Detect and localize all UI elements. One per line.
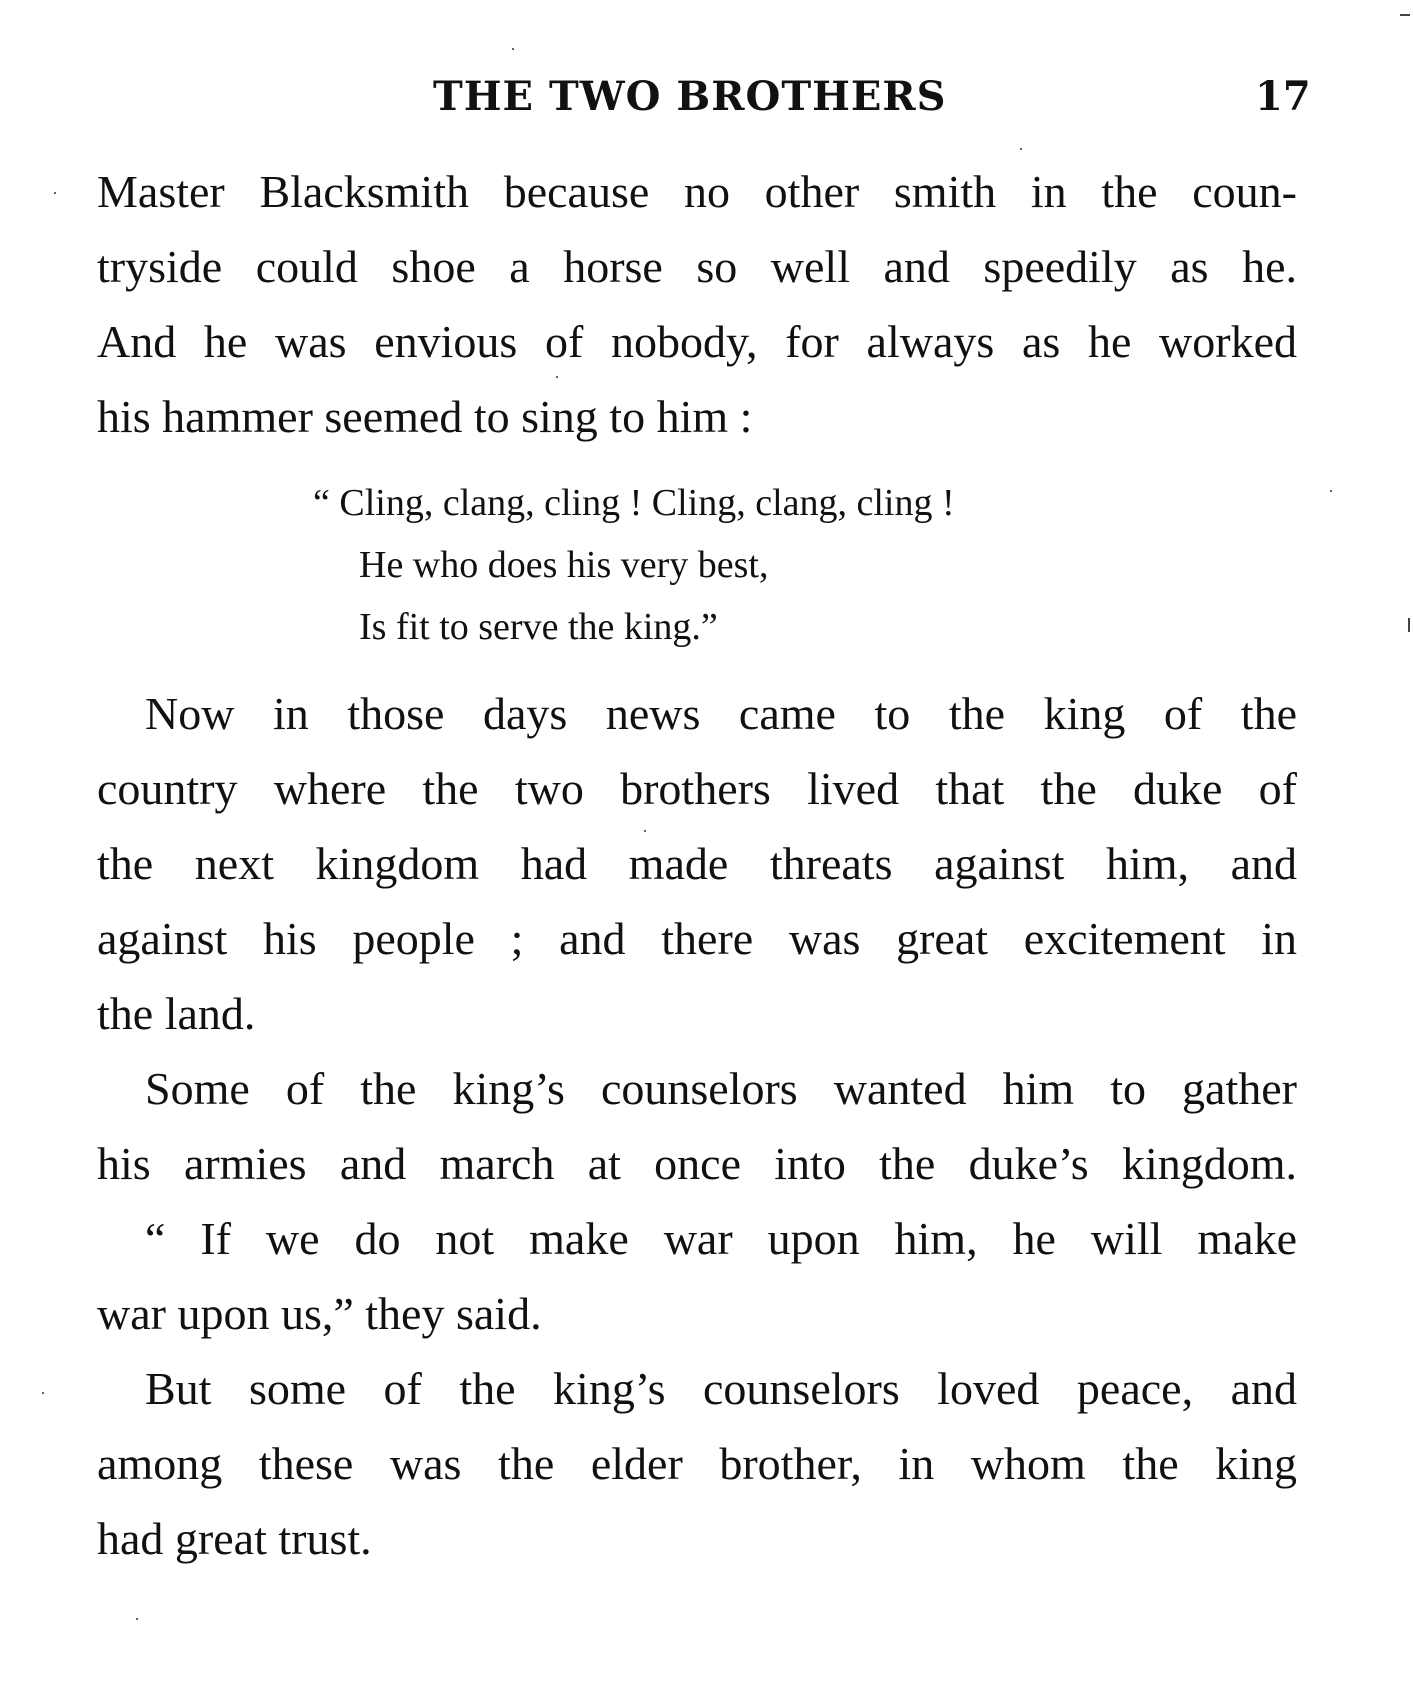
- scan-speck: [1330, 490, 1332, 492]
- scan-edge-mark: [1408, 618, 1410, 632]
- verse-line-3: Is fit to serve the king.”: [359, 606, 718, 648]
- scan-speck: [512, 48, 514, 50]
- paragraph-4-line-1: “ If we do not make war upon him, he will make: [145, 1213, 1297, 1264]
- running-title: THE TWO BROTHERS: [433, 73, 947, 120]
- paragraph-1-line-4: his hammer seemed to sing to him :: [97, 391, 753, 442]
- scan-speck: [136, 1618, 138, 1620]
- paragraph-2: [97, 676, 1297, 1051]
- scan-speck: [644, 830, 646, 832]
- paragraph-5: [97, 1351, 1297, 1576]
- paragraph-2-line-1: Now in those days news came to the king of the: [145, 688, 1297, 739]
- paragraph-4: [97, 1201, 1297, 1351]
- paragraph-1: [97, 154, 1297, 454]
- verse: [313, 472, 1113, 658]
- scan-edge-mark: [1400, 14, 1410, 16]
- paragraph-2-line-2: country where the two brothers lived that the duke of: [97, 763, 1297, 814]
- paragraph-3-line-2: his armies and march at once into the duke’s kingdom.: [97, 1138, 1297, 1189]
- paragraph-5-line-2: among these was the elder brother, in whom the king: [97, 1438, 1297, 1489]
- paragraph-1-line-1: Master Blacksmith because no other smith in the coun-: [97, 166, 1297, 217]
- running-head: [0, 72, 1413, 122]
- paragraph-3: [97, 1051, 1297, 1201]
- main-text: [97, 676, 1297, 1576]
- paragraph-3-line-1: Some of the king’s counselors wanted him to gather: [145, 1063, 1297, 1114]
- paragraph-2-line-4: against his people ; and there was great excitement in: [97, 913, 1297, 964]
- verse-line-1: “ Cling, clang, cling ! Cling, clang, cling !: [313, 482, 955, 524]
- scan-speck: [42, 1392, 44, 1394]
- verse-line-2: He who does his very best,: [359, 544, 769, 586]
- paragraph-2-line-5: the land.: [97, 988, 256, 1039]
- paragraph-4-line-2: war upon us,” they said.: [97, 1288, 542, 1339]
- paragraph-1-line-3: And he was envious of nobody, for always as he worked: [97, 316, 1297, 367]
- paragraph-5-line-3: had great trust.: [97, 1513, 372, 1564]
- scan-speck: [556, 376, 558, 378]
- paragraph-1-line-2: tryside could shoe a horse so well and speedily as he.: [97, 241, 1297, 292]
- paragraph-2-line-3: the next kingdom had made threats against him, and: [97, 838, 1297, 889]
- scan-speck: [54, 192, 56, 194]
- paragraph-5-line-1: But some of the king’s counselors loved peace, and: [145, 1363, 1297, 1414]
- scan-speck: [1020, 148, 1022, 150]
- page-number: 17: [1255, 73, 1311, 120]
